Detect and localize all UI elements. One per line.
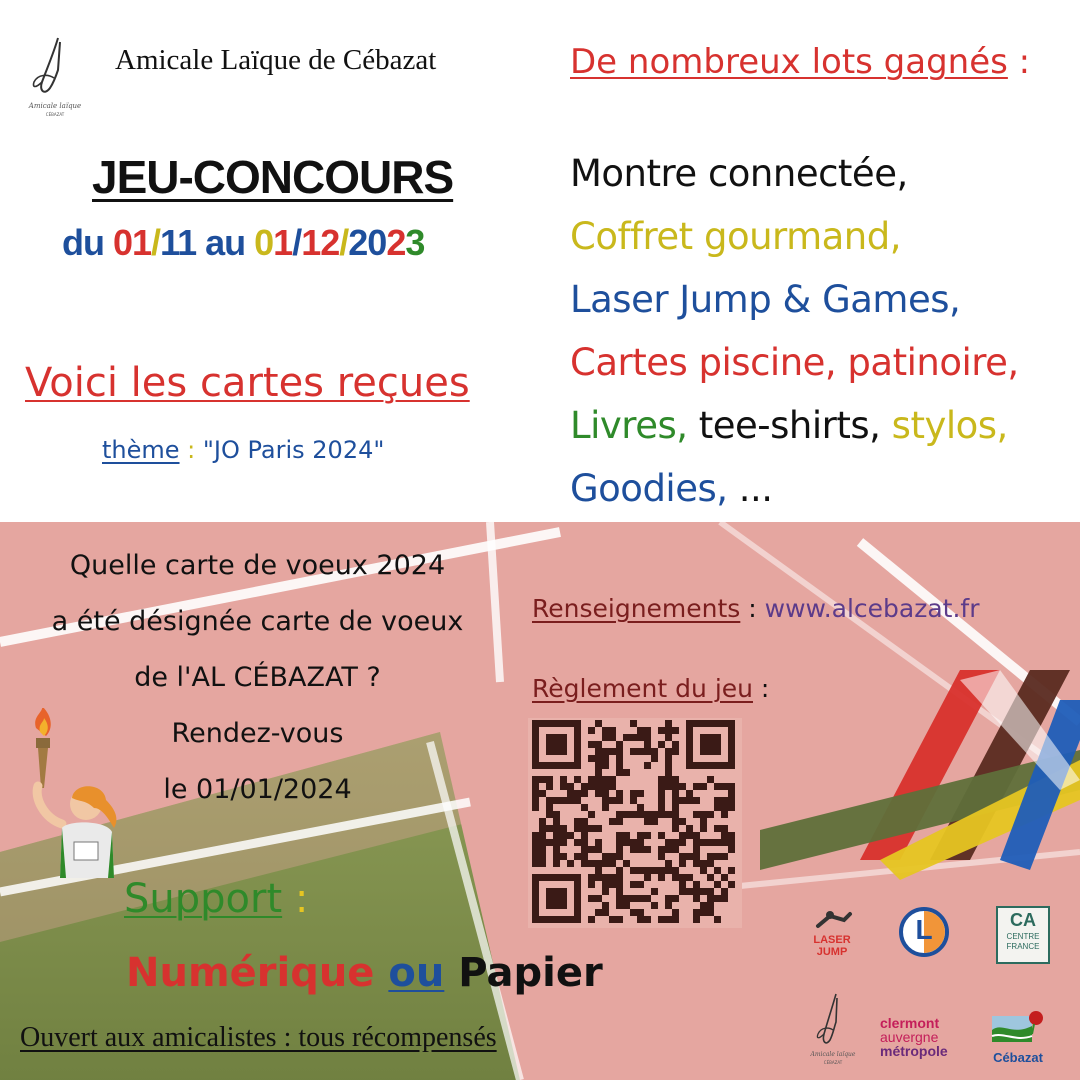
svg-text:Amicale laïque: Amicale laïque (810, 1051, 856, 1058)
sponsor-laser-jump (800, 910, 864, 958)
torch-bearer-illustration (14, 708, 129, 878)
ribbon-stripes-icon (760, 660, 1080, 880)
sponsor-leclerc (898, 906, 950, 958)
jumper-icon (800, 910, 864, 930)
svg-text:CÉBAZAT: CÉBAZAT (45, 112, 65, 117)
date-part: 3 (405, 222, 425, 263)
ribbon-graphic (760, 660, 1080, 880)
contest-dates (62, 222, 424, 264)
date-part: / (292, 222, 302, 263)
contest-title: JEU-CONCOURS (92, 151, 454, 203)
ca-logo-text: CA (1010, 910, 1036, 930)
website-link[interactable]: www.alcebazat.fr (764, 594, 980, 623)
al-logo-small-icon (806, 988, 860, 1070)
prize-item (570, 457, 1019, 520)
theme-label: thème (102, 436, 180, 464)
question-line: Rendez-vous (171, 718, 344, 749)
cards-heading (25, 360, 470, 406)
sponsor-clermont-metropole (880, 1016, 970, 1058)
ca-region-text: CENTRE FRANCE (1006, 932, 1040, 951)
option-paper: Papier (458, 950, 603, 996)
rules-qr-code[interactable] (528, 718, 742, 928)
cebazat-town-logo-icon (986, 1008, 1050, 1046)
support-line (124, 876, 308, 922)
date-part: 2 (386, 222, 406, 263)
theme-value: "JO Paris 2024" (202, 436, 385, 464)
clermont-line-2: auvergne (880, 1029, 939, 1045)
info-label: Renseignements (532, 594, 741, 623)
date-part: 20 (348, 222, 387, 263)
prize-text: Coffret gourmand, (570, 215, 902, 258)
svg-text:CÉBAZAT: CÉBAZAT (823, 1060, 843, 1065)
prize-item (570, 331, 1019, 394)
open-to-members-text: Ouvert aux amicalistes : tous récompensés (20, 1022, 497, 1053)
open-to-members (20, 1022, 497, 1054)
prize-item (570, 205, 1019, 268)
prizes-heading (570, 42, 1030, 82)
prize-text: Laser Jump & Games, (570, 278, 961, 321)
question-line: de l'AL CÉBAZAT ? (134, 662, 381, 693)
prize-item (570, 142, 1019, 205)
prizes-heading-suffix: : (1007, 42, 1031, 82)
theme-separator: : (179, 436, 203, 464)
rules-separator: : (752, 674, 770, 703)
prizes-heading-text: De nombreux lots gagnés (570, 42, 1008, 82)
torch-icon (14, 708, 129, 878)
date-part: / (151, 222, 161, 263)
question-line: Quelle carte de voeux 2024 (69, 550, 446, 581)
support-separator: : (282, 876, 309, 922)
support-label: Support (124, 876, 283, 922)
info-separator: : (740, 594, 765, 623)
qr-code-icon (528, 718, 742, 928)
clermont-line-3: métropole (880, 1043, 948, 1059)
question-line: a été désignée carte de voeux (51, 606, 464, 637)
clermont-line-1: clermont (880, 1015, 940, 1031)
theme-line (102, 436, 384, 464)
prize-text: Montre connectée, (570, 152, 908, 195)
cards-heading-text: Voici les cartes reçues (25, 360, 470, 406)
prize-text: Goodies, (570, 467, 728, 510)
org-name: Amicale Laïque de Cébazat (115, 44, 437, 76)
prize-text: tee-shirts, (687, 404, 881, 447)
date-part: au (196, 222, 255, 263)
svg-text:Amicale laïque: Amicale laïque (28, 102, 82, 110)
prize-text: Cartes piscine, patinoire, (570, 341, 1019, 384)
option-or: ou (388, 950, 445, 996)
prize-item (570, 268, 1019, 331)
date-part: 0 (254, 222, 274, 263)
cebazat-text: Cébazat (993, 1050, 1043, 1065)
sponsor-credit-agricole (996, 906, 1050, 964)
date-part: / (339, 222, 349, 263)
leclerc-letter: L (915, 914, 933, 945)
prize-text: stylos, (880, 404, 1008, 447)
question-line: le 01/01/2024 (163, 774, 352, 805)
rules-line (532, 674, 769, 703)
al-logo-icon (20, 32, 90, 120)
option-digital: Numérique (126, 950, 375, 996)
date-part: 11 (160, 222, 197, 263)
prize-text: ... (727, 467, 773, 510)
prize-list (570, 142, 1019, 520)
support-options (126, 950, 603, 996)
al-logo (20, 32, 90, 120)
al-logo-small (806, 988, 860, 1070)
laser-jump-text: LASER JUMP (813, 934, 851, 958)
sponsor-cebazat (986, 1008, 1050, 1068)
prize-text: Livres, (570, 404, 688, 447)
date-part: 1 (273, 222, 293, 263)
date-part: 12 (301, 222, 340, 263)
prize-item (570, 394, 1019, 457)
date-part: 01 (112, 222, 152, 263)
info-line (532, 594, 980, 623)
rules-label: Règlement du jeu (532, 674, 753, 703)
date-part: du (62, 222, 113, 263)
